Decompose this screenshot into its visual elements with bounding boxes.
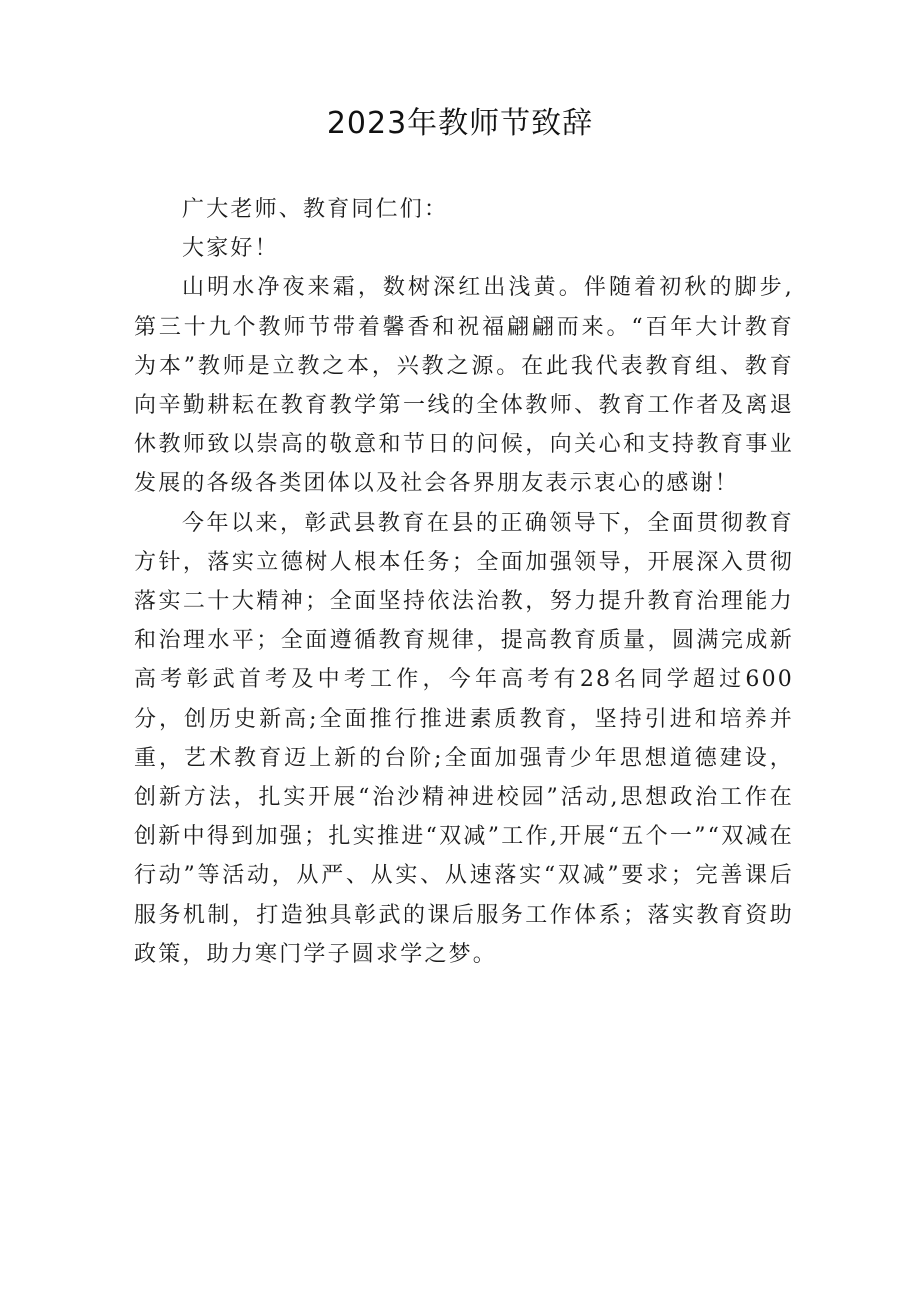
salutation: 广大老师、教育同仁们： xyxy=(182,197,449,222)
greeting: 大家好！ xyxy=(182,236,279,262)
paragraph-2: 今年以来，彰武县教育在县的正确领导下，全面贯彻教育方针，落实立德树人根本任务；全面加强领导，开展深入贯彻落实二十大精神；全面坚持依法治教，努力提升教育治理能力和治理水平；全面遵循教育规律，提高教育质量，圆满完成新高考彰武首考及中考工作，今年高考有28名同学超过600分，创历史新高;全面推行推进素质教育，坚持引进和培养并重，艺术教育迈上新的台阶;全面加强青少年思想道德建设，创新方法，扎实开展“治沙精神进校园”活动,思想政治工作在创新中得到加强；扎实推进“双减”工作,开展“五个一”“双减在行动”等活动，从严、从实、从速落实“双减”要求；完善课后服务机制，打造独具彰武的课后服务工作体系；落实教育资助政策，助力寒门学子圆求学之梦。 xyxy=(134,510,794,967)
document-body xyxy=(134,190,794,974)
paragraph-1: 山明水净夜来霜，数树深红出浅黄。伴随着初秋的脚步,第三十九个教师节带着馨香和祝福翩翩而来。“百年大计教育为本”教师是立教之本，兴教之源。在此我代表教育组、教育向辛勤耕耘在教育教学第一线的全体教师、教育工作者及离退休教师致以崇高的敬意和节日的问候，向关心和支持教育事业发展的各级各类团体以及社会各界朋友表示衷心的感谢！ xyxy=(134,275,794,497)
document-title: 2023年教师节致辞 xyxy=(326,106,594,141)
